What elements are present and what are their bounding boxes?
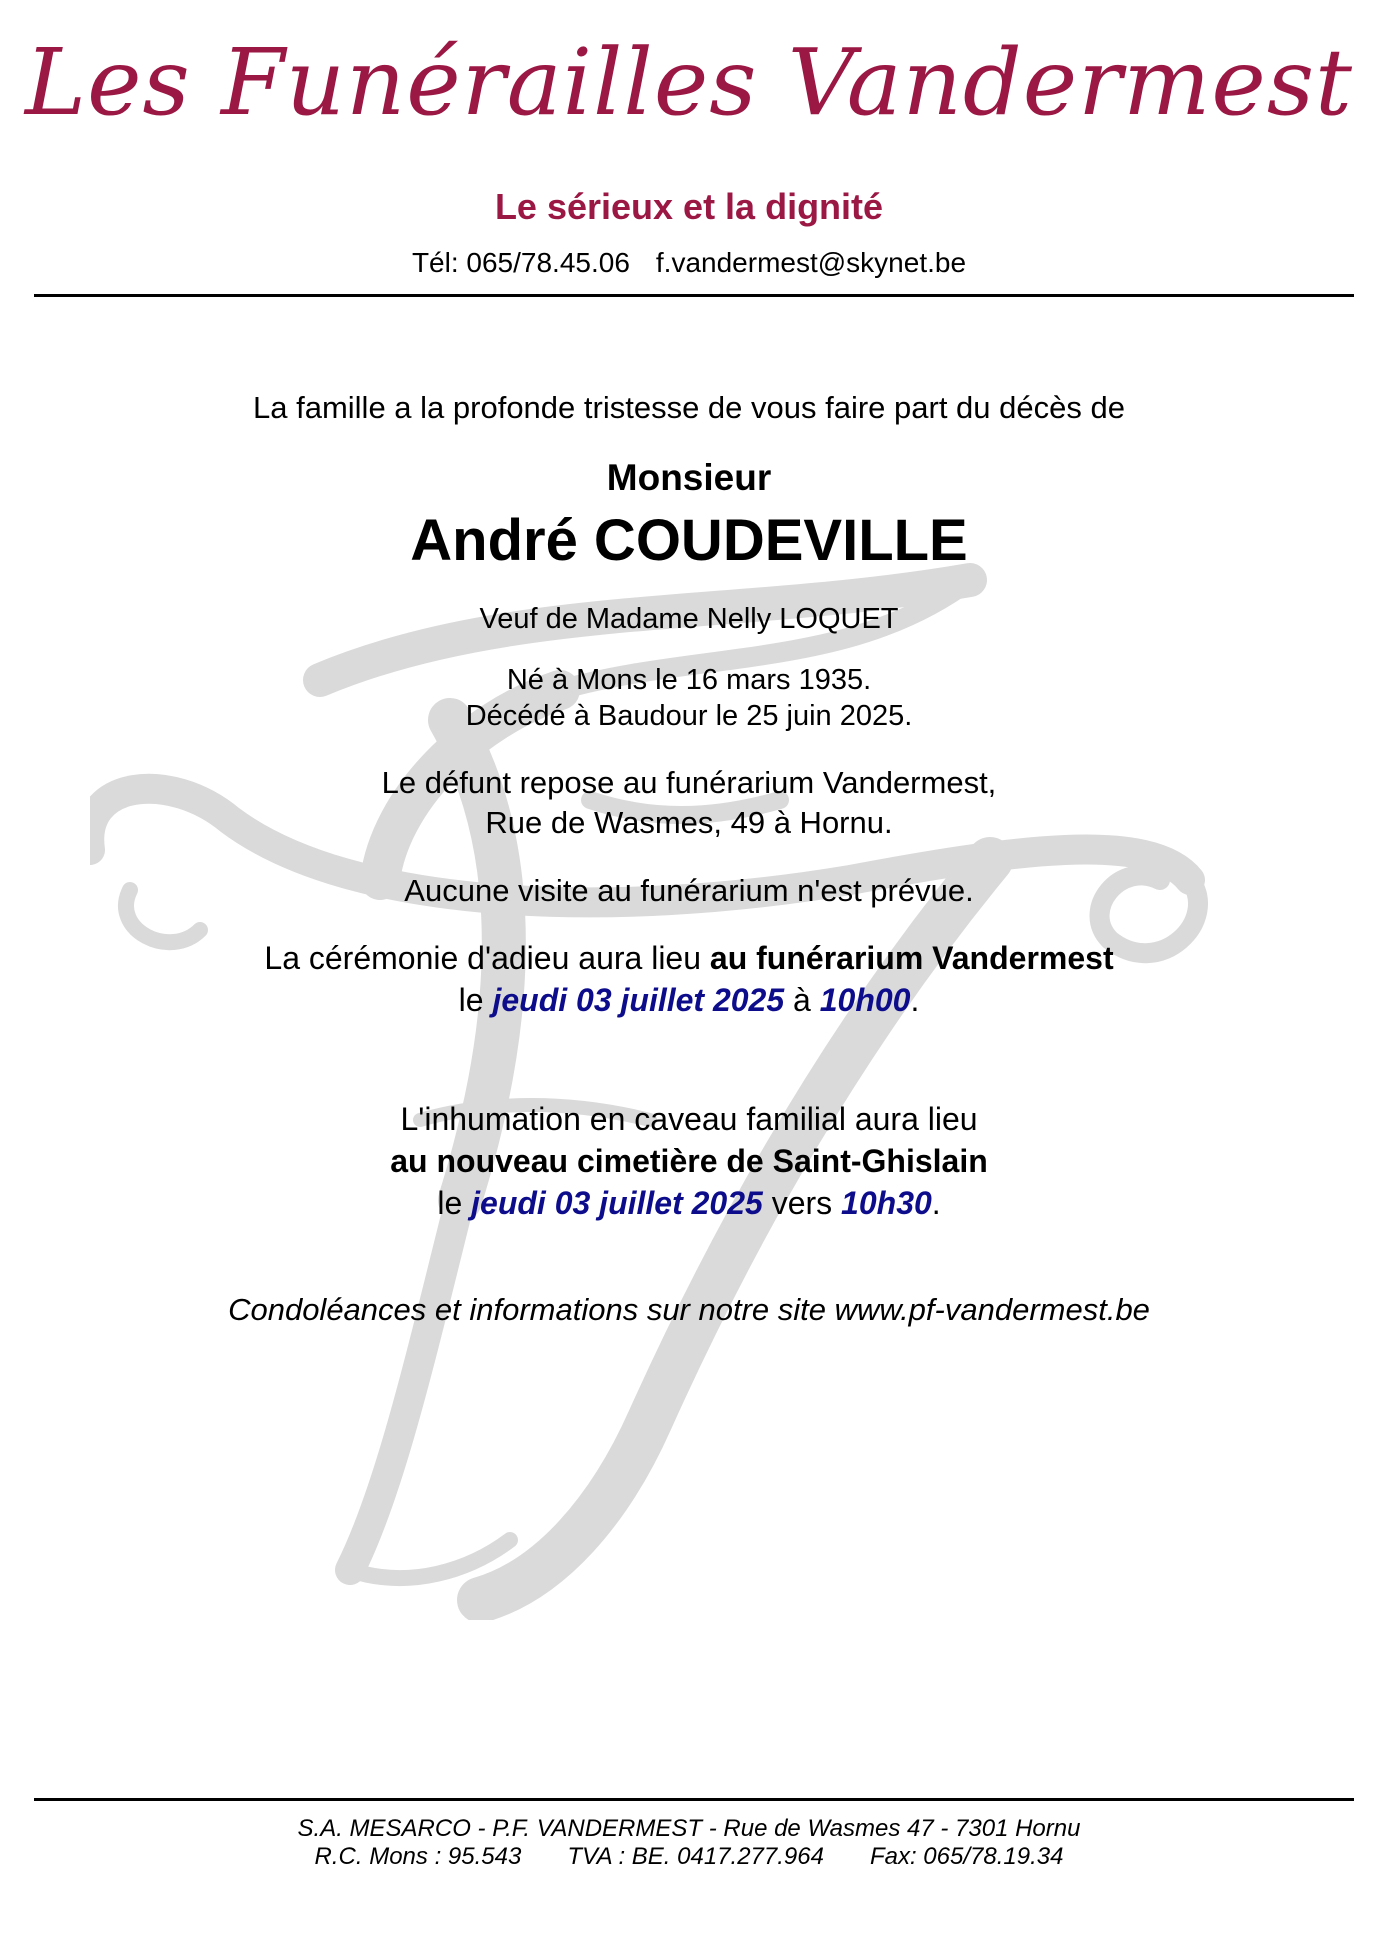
email-address: f.vandermest@skynet.be: [655, 247, 967, 278]
ceremony-line1: [60, 937, 1318, 979]
intro-text: La famille a la profonde tristesse de vous faire part du décès de: [253, 390, 1125, 425]
burial-end: .: [931, 1185, 941, 1221]
burial-time: 10h30: [841, 1185, 932, 1221]
ceremony-line2: [60, 979, 1318, 1021]
burial-le: le: [437, 1185, 472, 1221]
condolences-text: Condoléances et informations sur notre site www.pf-vandermest.be: [228, 1292, 1150, 1327]
birth-death-info: [60, 662, 1318, 734]
footer: [0, 1815, 1378, 1871]
footer-divider: [34, 1798, 1354, 1801]
ceremony-prefix: La cérémonie d'adieu aura lieu: [264, 940, 710, 976]
rest-location: [60, 763, 1318, 843]
footer-rc: R.C. Mons : 95.543: [314, 1843, 522, 1870]
ceremony-place: au funérarium Vandermest: [709, 940, 1114, 976]
footer-registration: [0, 1843, 1378, 1871]
contact-line: [0, 247, 1378, 279]
burial-line1: L'inhumation en caveau familial aura lieu: [400, 1101, 978, 1137]
footer-tva: TVA : BE. 0417.277.964: [567, 1843, 824, 1870]
spouse-info: Veuf de Madame Nelly LOQUET: [479, 603, 899, 635]
death-info: Décédé à Baudour le 25 juin 2025.: [465, 700, 913, 732]
burial-connector: vers: [762, 1185, 842, 1221]
ceremony-le: le: [458, 982, 493, 1018]
company-logo-text: Les Funérailles Vandermest: [24, 29, 1354, 136]
ceremony-time: 10h00: [819, 982, 911, 1018]
ceremony-info: [60, 937, 1318, 1021]
visit-info: Aucune visite au funérarium n'est prévue.: [404, 873, 974, 908]
phone-number: Tél: 065/78.45.06: [411, 247, 630, 278]
rest-location-line1: Le défunt repose au funérarium Vandermest,: [381, 765, 997, 800]
burial-info: [60, 1098, 1318, 1224]
ceremony-date: jeudi 03 juillet 2025: [492, 982, 785, 1018]
burial-place: au nouveau cimetière de Saint-Ghislain: [390, 1143, 988, 1179]
header-divider: [34, 294, 1354, 297]
rest-location-line2: Rue de Wasmes, 49 à Hornu.: [485, 805, 893, 840]
burial-line3: [60, 1182, 1318, 1224]
tagline: Le sérieux et la dignité: [494, 186, 884, 227]
burial-date: jeudi 03 juillet 2025: [471, 1185, 763, 1221]
birth-info: Né à Mons le 16 mars 1935.: [506, 664, 872, 696]
deceased-name: André COUDEVILLE: [410, 508, 968, 573]
footer-company: S.A. MESARCO - P.F. VANDERMEST - Rue de Wasmes 47 - 7301 Hornu: [297, 1815, 1081, 1842]
footer-fax: Fax: 065/78.19.34: [869, 1843, 1064, 1870]
deceased-title: Monsieur: [606, 457, 772, 498]
ceremony-end: .: [910, 982, 920, 1018]
ceremony-connector: à: [784, 982, 820, 1018]
